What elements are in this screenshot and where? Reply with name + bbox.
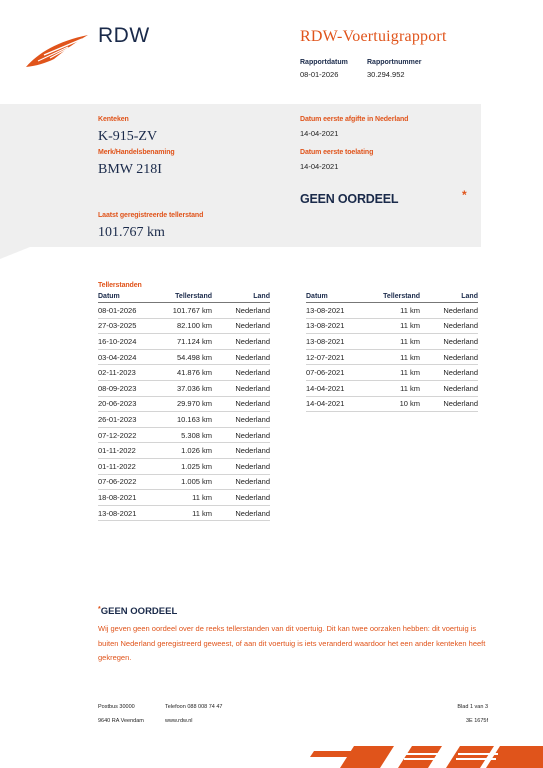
cell-country: Nederland bbox=[212, 443, 270, 459]
cell-country: Nederland bbox=[420, 365, 478, 381]
table-row bbox=[98, 458, 270, 474]
cell-date: 07-06-2021 bbox=[306, 365, 370, 381]
cell-date: 13-08-2021 bbox=[306, 303, 370, 319]
cell-country: Nederland bbox=[212, 365, 270, 381]
cell-country: Nederland bbox=[212, 318, 270, 334]
cell-odometer: 11 km bbox=[370, 303, 420, 319]
cell-country: Nederland bbox=[212, 490, 270, 506]
cell-odometer: 11 km bbox=[370, 349, 420, 365]
column-header-country: Land bbox=[212, 293, 270, 303]
odometer-verdict: GEEN OORDEEL bbox=[300, 192, 399, 206]
footer-phone: Telefoon 088 008 74 47 bbox=[165, 704, 223, 710]
cell-odometer: 1.026 km bbox=[162, 443, 212, 459]
column-header-date: Datum bbox=[306, 293, 370, 303]
table-row bbox=[306, 380, 478, 396]
cell-country: Nederland bbox=[420, 318, 478, 334]
cell-odometer: 1.025 km bbox=[162, 458, 212, 474]
vehicle-summary-panel bbox=[0, 104, 481, 247]
last-odometer-value: 101.767 km bbox=[98, 225, 165, 240]
footer-city: 9640 RA Veendam bbox=[98, 718, 144, 724]
footer-postbox: Postbus 30000 bbox=[98, 704, 135, 710]
make-label: Merk/Handelsbenaming bbox=[98, 149, 175, 156]
cell-odometer: 10.163 km bbox=[162, 412, 212, 428]
cell-date: 27-03-2025 bbox=[98, 318, 162, 334]
table-row bbox=[98, 505, 270, 521]
table-header-row bbox=[306, 293, 478, 303]
column-header-odometer: Tellerstand bbox=[370, 293, 420, 303]
cell-country: Nederland bbox=[212, 427, 270, 443]
cell-date: 16-10-2024 bbox=[98, 334, 162, 350]
table-row bbox=[306, 396, 478, 412]
cell-odometer: 5.308 km bbox=[162, 427, 212, 443]
cell-country: Nederland bbox=[212, 349, 270, 365]
first-issue-nl-value: 14-04-2021 bbox=[300, 129, 339, 138]
cell-odometer: 41.876 km bbox=[162, 365, 212, 381]
cell-country: Nederland bbox=[212, 474, 270, 490]
table-row bbox=[98, 303, 270, 319]
odometer-section-heading: Tellerstanden bbox=[98, 282, 142, 289]
panel-fold-decoration bbox=[0, 247, 30, 259]
cell-date: 18-08-2021 bbox=[98, 490, 162, 506]
table-row bbox=[306, 365, 478, 381]
cell-date: 07-06-2022 bbox=[98, 474, 162, 490]
cell-country: Nederland bbox=[212, 334, 270, 350]
cell-date: 08-09-2023 bbox=[98, 380, 162, 396]
cell-odometer: 10 km bbox=[370, 396, 420, 412]
footer-website[interactable]: www.rdw.nl bbox=[165, 718, 193, 724]
cell-odometer: 11 km bbox=[370, 334, 420, 350]
table-row bbox=[98, 474, 270, 490]
cell-date: 01-11-2022 bbox=[98, 443, 162, 459]
cell-date: 20-06-2023 bbox=[98, 396, 162, 412]
odometer-rows-left bbox=[98, 303, 270, 521]
first-admission-label: Datum eerste toelating bbox=[300, 149, 374, 156]
make-value: BMW 218I bbox=[98, 162, 162, 177]
cell-date: 14-04-2021 bbox=[306, 396, 370, 412]
table-row bbox=[98, 412, 270, 428]
table-header-row bbox=[98, 293, 270, 303]
cell-odometer: 11 km bbox=[370, 318, 420, 334]
cell-country: Nederland bbox=[212, 458, 270, 474]
cell-date: 08-01-2026 bbox=[98, 303, 162, 319]
cell-country: Nederland bbox=[420, 396, 478, 412]
odometer-table-right bbox=[306, 293, 478, 412]
cell-date: 13-08-2021 bbox=[98, 505, 162, 521]
cell-date: 13-08-2021 bbox=[306, 334, 370, 350]
footer-page-number: Blad 1 van 3 bbox=[457, 704, 488, 710]
cell-date: 01-11-2022 bbox=[98, 458, 162, 474]
column-header-country: Land bbox=[420, 293, 478, 303]
plate-label: Kenteken bbox=[98, 116, 129, 123]
rdw-stripes-decoration-icon bbox=[310, 745, 543, 768]
table-row bbox=[98, 365, 270, 381]
cell-odometer: 11 km bbox=[370, 380, 420, 396]
table-row bbox=[98, 380, 270, 396]
report-number-value: 30.294.952 bbox=[367, 70, 405, 79]
cell-date: 14-04-2021 bbox=[306, 380, 370, 396]
table-row bbox=[98, 334, 270, 350]
report-date-value: 08-01-2026 bbox=[300, 70, 339, 79]
column-header-date: Datum bbox=[98, 293, 162, 303]
note-title-text: GEEN OORDEEL bbox=[100, 606, 178, 617]
report-date-label: Rapportdatum bbox=[300, 59, 348, 66]
report-number-label: Rapportnummer bbox=[367, 59, 422, 66]
table-row bbox=[306, 318, 478, 334]
table-row bbox=[306, 303, 478, 319]
plate-value: K-915-ZV bbox=[98, 129, 158, 144]
cell-country: Nederland bbox=[212, 303, 270, 319]
cell-country: Nederland bbox=[212, 396, 270, 412]
cell-country: Nederland bbox=[420, 303, 478, 319]
cell-date: 12-07-2021 bbox=[306, 349, 370, 365]
note-text: Wij geven geen oordeel over de reeks tellerstanden van dit voertuig. Dit kan twee oorzaken hebben: dit voertuig is buiten Nederland geregistreerd geweest, of aan dit voertuig is iets veranderd waardoor het een ander kenteken heeft gekregen. bbox=[98, 624, 486, 662]
odometer-table-left bbox=[98, 293, 270, 521]
last-odometer-label: Laatst geregistreerde tellerstand bbox=[98, 212, 204, 219]
cell-country: Nederland bbox=[212, 505, 270, 521]
rdw-wing-logo-icon bbox=[24, 33, 90, 69]
cell-odometer: 29.970 km bbox=[162, 396, 212, 412]
cell-country: Nederland bbox=[420, 334, 478, 350]
cell-country: Nederland bbox=[212, 380, 270, 396]
cell-odometer: 11 km bbox=[370, 365, 420, 381]
cell-country: Nederland bbox=[420, 349, 478, 365]
cell-odometer: 11 km bbox=[162, 490, 212, 506]
cell-date: 13-08-2021 bbox=[306, 318, 370, 334]
cell-country: Nederland bbox=[212, 412, 270, 428]
cell-date: 02-11-2023 bbox=[98, 365, 162, 381]
cell-date: 03-04-2024 bbox=[98, 349, 162, 365]
cell-date: 07-12-2022 bbox=[98, 427, 162, 443]
first-admission-value: 14-04-2021 bbox=[300, 162, 339, 171]
table-row bbox=[98, 396, 270, 412]
odometer-rows-right bbox=[306, 303, 478, 412]
table-row bbox=[98, 443, 270, 459]
cell-country: Nederland bbox=[420, 380, 478, 396]
footer-document-code: 3E 1675f bbox=[465, 718, 488, 724]
table-row bbox=[98, 349, 270, 365]
cell-odometer: 11 km bbox=[162, 505, 212, 521]
cell-odometer: 71.124 km bbox=[162, 334, 212, 350]
first-issue-nl-label: Datum eerste afgifte in Nederland bbox=[300, 116, 409, 123]
table-row bbox=[98, 318, 270, 334]
cell-odometer: 1.005 km bbox=[162, 474, 212, 490]
table-row bbox=[306, 349, 478, 365]
note-marker: * bbox=[98, 606, 101, 613]
table-row bbox=[98, 490, 270, 506]
cell-odometer: 54.498 km bbox=[162, 349, 212, 365]
cell-date: 26-01-2023 bbox=[98, 412, 162, 428]
cell-odometer: 82.100 km bbox=[162, 318, 212, 334]
column-header-odometer: Tellerstand bbox=[162, 293, 212, 303]
note-title bbox=[98, 606, 177, 617]
cell-odometer: 101.767 km bbox=[162, 303, 212, 319]
brand-name: RDW bbox=[98, 24, 150, 47]
table-row bbox=[306, 334, 478, 350]
report-title: RDW-Voertuigrapport bbox=[300, 28, 447, 45]
table-row bbox=[98, 427, 270, 443]
verdict-footnote-marker: * bbox=[462, 188, 467, 202]
cell-odometer: 37.036 km bbox=[162, 380, 212, 396]
